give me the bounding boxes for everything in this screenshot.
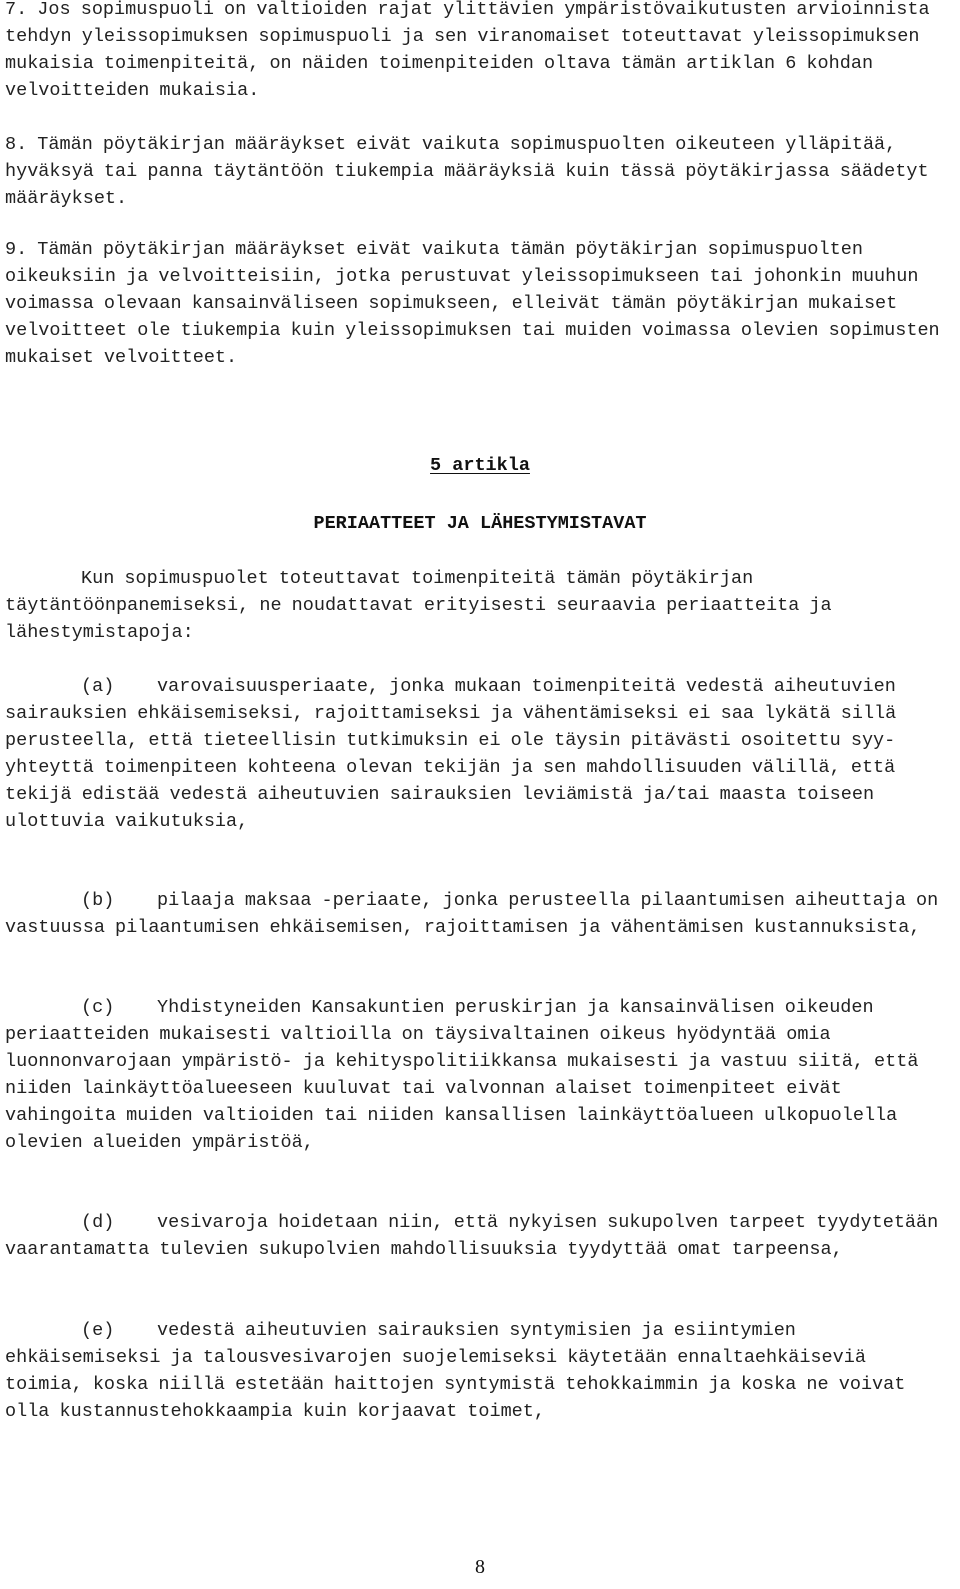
paragraph-9: 9. Tämän pöytäkirjan määräykset eivät vaikuta tämän pöytäkirjan sopimuspuolten oikeuksiin ja velvoitteisiin, jotka perustuvat yleissopimukseen tai johonkin muuhun voimassa olevaan kansainväliseen sopimukseen, elleivät tämän pöytäkirjan mukaiset velvoitteet ole tiukempia kuin yleissopimuksen tai muiden voimassa olevien sopimusten mukaiset velvoitteet. <box>5 239 940 368</box>
article-number-text: 5 artikla <box>430 455 530 476</box>
article-title: PERIAATTEET JA LÄHESTYMISTAVAT <box>313 513 647 534</box>
list-item-label: (b) <box>81 890 115 911</box>
list-item-label: (e) <box>81 1320 115 1341</box>
list-item-label: (a) <box>81 676 115 697</box>
list-item-label: (c) <box>81 997 115 1018</box>
list-item-c <box>5 994 952 1156</box>
article-intro: Kun sopimuspuolet toteuttavat toimenpiteitä tämän pöytäkirjan täytäntöönpanemiseksi, ne noudattavat erityisesti seuraavia periaatteita ja lähestymistapoja: <box>5 568 832 643</box>
list-item-text: vesivaroja hoidetaan niin, että nykyisen sukupolven tarpeet tyydytetään vaarantamatta tulevien sukupolvien mahdollisuuksia tyydyttää omat tarpeensa, <box>5 1212 939 1260</box>
paragraph-8: 8. Tämän pöytäkirjan määräykset eivät vaikuta sopimuspuolten oikeuteen ylläpitää, hyväksyä tai panna täytäntöön tiukempia määräyksiä kuin tässä pöytäkirjassa säädetyt määräykset. <box>5 134 929 209</box>
list-item-text: vedestä aiheutuvien sairauksien syntymisien ja esiintymien ehkäisemiseksi ja talousvesivarojen suojelemiseksi käytetään ennaltaehkäiseviä toimia, koska niillä estetään haittojen syntymistä tehokkaimmin ja koska ne voivat olla kustannustehokkaampia kuin korjaavat toimet, <box>5 1320 906 1422</box>
list-item-a <box>5 673 952 835</box>
list-item-text: pilaaja maksaa -periaate, jonka perusteella pilaantumisen aiheuttaja on vastuussa pilaantumisen ehkäisemisen, rajoittamisen ja vähentämisen kustannuksista, <box>5 890 939 938</box>
list-item-label: (d) <box>81 1212 115 1233</box>
list-item-b <box>5 887 952 941</box>
page-number: 8 <box>475 1556 485 1578</box>
article-number <box>0 454 960 478</box>
paragraph-7: 7. Jos sopimuspuoli on valtioiden rajat ylittävien ympäristövaikutusten arvioinnista tehdyn yleissopimuksen sopimuspuoli ja sen viranomaiset toteuttavat yleissopimuksen mukaisia toimenpiteitä, on näiden toimenpiteiden oltava tämän artiklan 6 kohdan velvoitteiden mukaisia. <box>5 0 930 101</box>
list-item-e <box>5 1317 952 1425</box>
list-item-d <box>5 1209 952 1263</box>
list-item-text: varovaisuusperiaate, jonka mukaan toimenpiteitä vedestä aiheutuvien sairauksien ehkäisemiseksi, rajoittamiseksi ja vähentämiseksi ei saa lykätä sillä perusteella, että tieteellisin tutkimuksin ei ole täysin pitävästi osoitettu syy-yhteyttä toimenpiteen kohteena olevan tekijän ja sen mahdollisuuden välillä, että tekijä edistää vedestä aiheutuvien sairauksien leviämistä ja/tai maasta toiseen ulottuvia vaikutuksia, <box>5 676 897 832</box>
list-item-text: Yhdistyneiden Kansakuntien peruskirjan ja kansainvälisen oikeuden periaatteiden mukaisesti valtioilla on täysivaltainen oikeus hyödyntää omia luonnonvarojaan ympäristö- ja kehityspolitiikkansa mukaisesti ja vastuu siitä, että niiden lainkäyttöalueeseen kuuluvat tai valvonnan alaiset toimenpiteet eivät vahingoita muiden valtioiden tai niiden kansallisen lainkäyttöalueen ulkopuolella olevien alueiden ympäristöä, <box>5 997 919 1153</box>
